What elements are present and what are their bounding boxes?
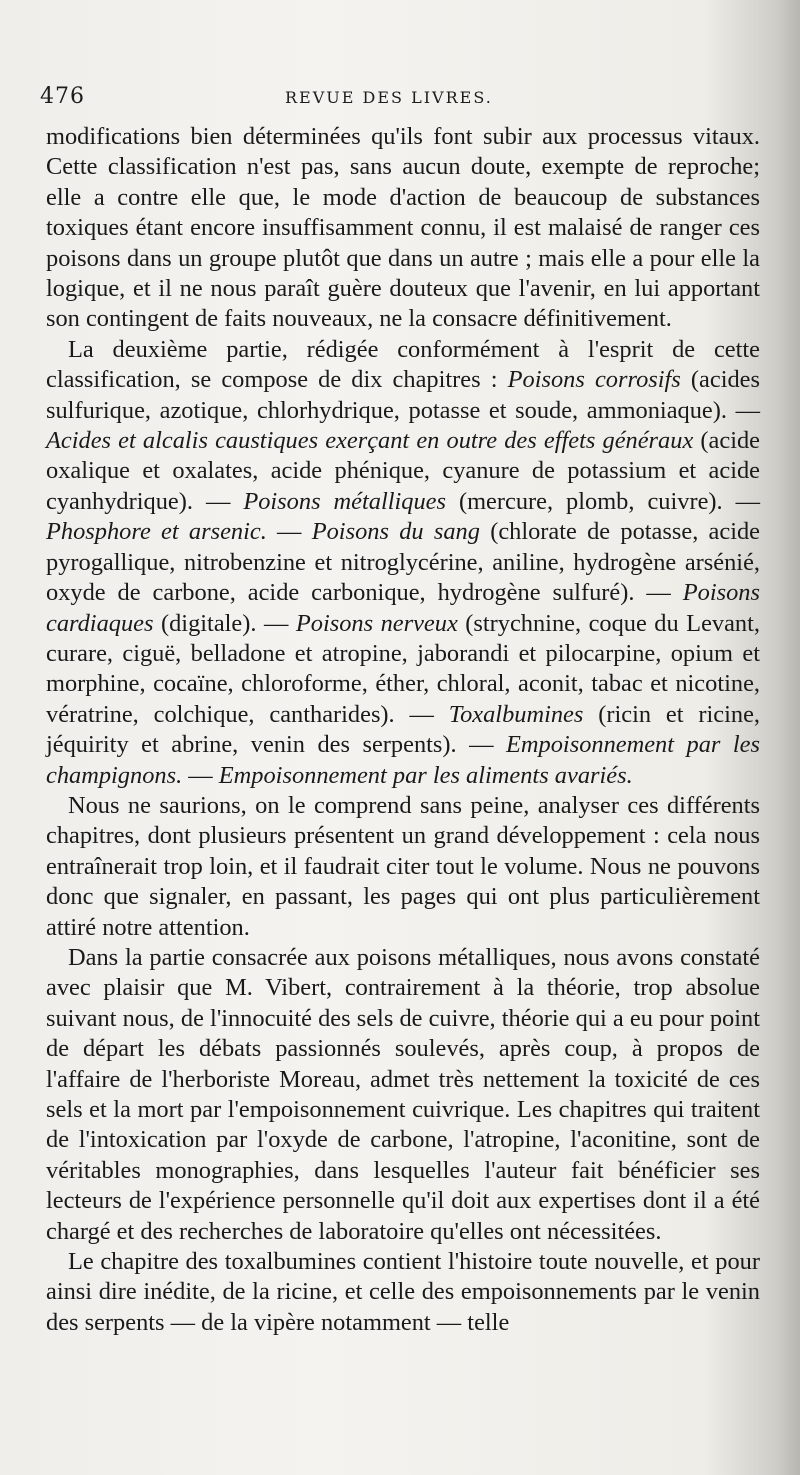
text-run: (mercure, plomb, cuivre). — — [445, 487, 760, 515]
italic-title: Empoisonnement par les champignons. — [46, 731, 761, 789]
text-run: Nous ne saurions, on le comprend sans peine, analyser ces différents chapitres, dont plusieurs présentent un grand développement : cela nous entraînerait trop loin, et il faudrait citer tout le volume. Nous ne pouvons donc que signaler, en passant, les pages qui ont plus particulièrement attiré notre attention. — [46, 791, 760, 941]
paragraph — [46, 791, 760, 943]
italic-title: Poisons du sang — [311, 518, 480, 546]
italic-title: Phosphore et arsenic. — [46, 518, 267, 546]
body-text — [46, 122, 760, 1338]
text-run: (chlorate de potasse, acide pyrogallique, nitrobenzine et nitroglycérine, aniline, hydrogène arsénié, oxyde de carbone, acide carbonique, hydrogène sulfuré). — — [46, 518, 760, 607]
text-run: (digitale). — — [153, 609, 296, 637]
running-head: REVUE DES LIVRES. — [285, 88, 493, 107]
page-number: 476 — [40, 84, 85, 109]
italic-title: Poisons cardiaques — [46, 579, 760, 637]
text-run: modifications bien déterminées qu'ils font subir aux processus vitaux. Cette classification n'est pas, sans aucun doute, exempte de reproche; elle a contre elle que, le mode d'action de beaucoup de substances toxiques étant encore insuffisamment connu, il est malaisé de ranger ces poisons dans un groupe plutôt que dans un autre ; mais elle a pour elle la logique, et il ne nous paraît guère douteux que l'avenir, en lui apportant son contingent de faits nouveaux, ne la consacre définitivement. — [46, 123, 760, 333]
text-run: La deuxième partie, rédigée conformément à l'esprit de cette classification, se compose de dix chapitres : — [46, 335, 760, 394]
italic-title: Poisons métalliques — [243, 487, 446, 515]
italic-title: Poisons corrosifs — [507, 366, 681, 394]
italic-title: Toxalbumines — [448, 700, 584, 728]
text-run: (acide oxalique et oxalates, acide phénique, cyanure de potassium et acide cyanhydrique). — — [46, 427, 760, 515]
italic-title: Empoisonnement par les aliments avariés. — [218, 761, 633, 789]
text-run: Le chapitre des toxalbumines contient l'histoire toute nouvelle, et pour ainsi dire inédite, de la ricine, et celle des empoisonnements par le venin des serpents — de la vipère notamment — telle — [46, 1248, 760, 1336]
italic-title: Poisons nerveux — [295, 609, 458, 637]
paragraph — [46, 122, 760, 335]
paragraph — [46, 335, 760, 791]
text-run: (acides sulfurique, azotique, chlorhydrique, potasse et soude, ammoniaque). — — [46, 366, 760, 424]
page-header — [40, 84, 760, 114]
text-run: Dans la partie consacrée aux poisons métalliques, nous avons constaté avec plaisir que M. Vibert, contrairement à la théorie, trop absolue suivant nous, de l'innocuité des sels de cuivre, théorie qui a eu pour point de départ les débats passionnés soulevés, après coup, à propos de l'affaire de l'herboriste Moreau, admet très nettement la toxicité de ces sels et la mort par l'empoisonnement cuivrique. Les chapitres qui traitent de l'intoxication par l'oxyde de carbone, l'atropine, l'aconitine, sont de véritables monographies, dans lesquelles l'auteur fait bénéficier ses lecteurs de l'expérience personnelle qu'il doit aux expertises dont il a été chargé et des recherches de laboratoire qu'elles ont nécessitées. — [46, 943, 760, 1245]
paragraph — [46, 1247, 760, 1338]
paragraph — [46, 943, 760, 1247]
text-run: — — [182, 761, 219, 789]
text-run: (strychnine, coque du Levant, curare, ciguë, belladone et atropine, jaborandi et pilocarpine, opium et morphine, cocaïne, chloroforme, éther, chloral, aconit, tabac et nicotine, vératrine, colchique, cantharides). — — [46, 609, 760, 728]
italic-title: Acides et alcalis caustiques exerçant en outre des effets généraux — [46, 427, 694, 455]
text-run: — — [266, 518, 312, 546]
text-run: (ricin et ricine, jéquirity et abrine, venin des serpents). — — [46, 700, 760, 759]
